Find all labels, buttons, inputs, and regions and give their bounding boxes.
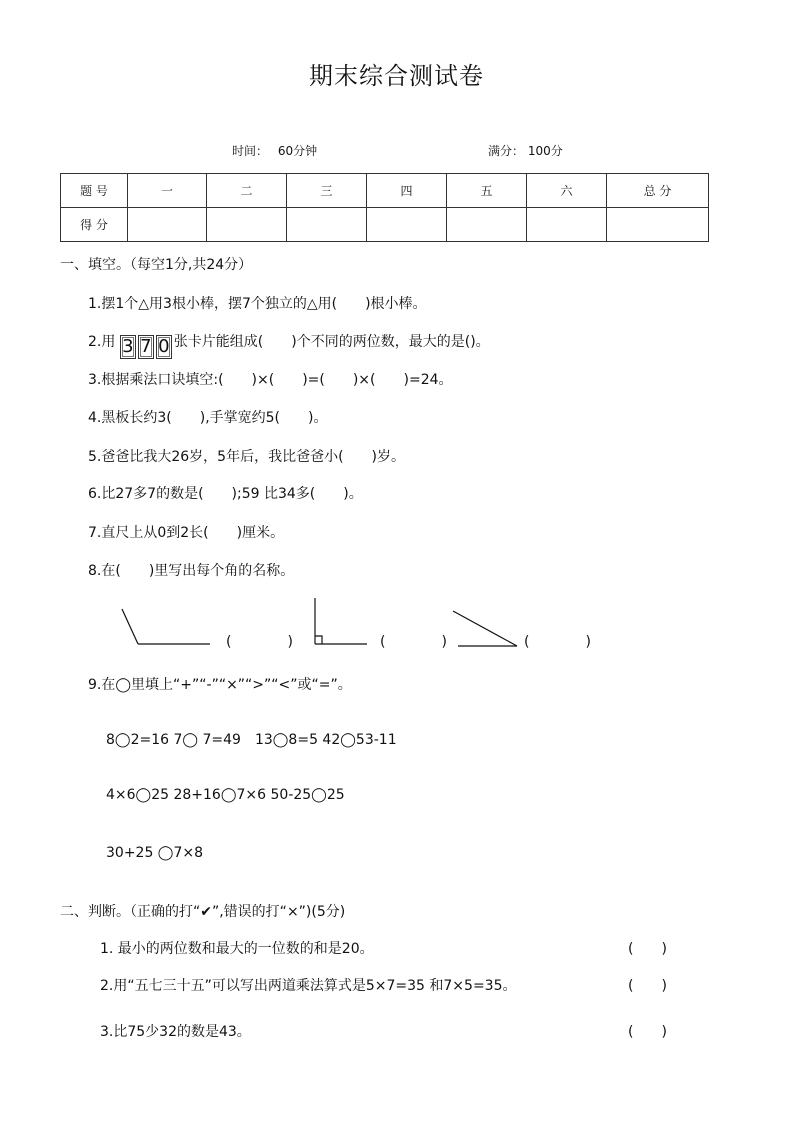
score-cell (527, 208, 607, 242)
header-cell: 总 分 (607, 174, 709, 208)
judgement-answer-paren[interactable]: ( ) (628, 941, 667, 957)
question-2 (88, 331, 490, 359)
score-cell (447, 208, 527, 242)
question-9-line: 8◯2=16 7◯ 7=49 13◯8=5 42◯53-11 (106, 732, 397, 748)
score-table-header-row (61, 174, 709, 208)
score-cell (128, 208, 207, 242)
header-cell: 二 (207, 174, 287, 208)
score-table-score-row (61, 208, 709, 242)
question-2-suffix: 张卡片能组成( )个不同的两位数，最大的是()。 (173, 334, 490, 350)
obtuse-angle-figure (122, 609, 210, 644)
question-7: 7.直尺上从0到2长( )厘米。 (88, 525, 285, 541)
question-6: 6.比27多7的数是( );59 比34多( )。 (88, 486, 363, 502)
question-8: 8.在( )里写出每个角的名称。 (88, 563, 295, 579)
section1-heading: 一、填空。（每空1分,共24分） (60, 257, 253, 273)
header-cell: 四 (367, 174, 447, 208)
question-1: 1.摆1个△用3根小棒，摆7个独立的△用( )根小棒。 (88, 296, 427, 312)
page-title: 期末综合测试卷 (309, 62, 484, 90)
judgement-answer-paren[interactable]: ( ) (628, 1024, 667, 1040)
score-label: 满分： (488, 144, 525, 158)
question-9: 9.在◯里填上“+”“-”“×”“>”“<”或“=”。 (88, 677, 352, 693)
row-label-cell: 得 分 (61, 208, 128, 242)
number-card: 0 (156, 335, 172, 359)
time-info (232, 142, 317, 159)
question-9-line: 4×6◯25 28+16◯7×6 50-25◯25 (106, 787, 345, 803)
acute-angle-figure (453, 611, 517, 646)
score-cell (607, 208, 709, 242)
question-2-prefix: 2.用 (88, 334, 116, 350)
angle-answer-paren[interactable]: ( ) (524, 634, 591, 650)
header-cell: 三 (287, 174, 367, 208)
judgement-item: 3.比75少32的数是43。 (100, 1024, 251, 1040)
header-cell: 题 号 (61, 174, 128, 208)
right-angle-figure (315, 598, 367, 644)
number-card: 7 (138, 335, 154, 359)
angle-answer-paren[interactable]: ( ) (226, 634, 293, 650)
question-5: 5.爸爸比我大26岁，5年后，我比爸爸小( )岁。 (88, 449, 406, 465)
header-cell: 一 (128, 174, 207, 208)
angle-answer-paren[interactable]: ( ) (380, 634, 447, 650)
time-value: 60分钟 (277, 144, 318, 158)
score-cell (367, 208, 447, 242)
judgement-item: 1. 最小的两位数和最大的一位数的和是20。 (100, 941, 374, 957)
judgement-item: 2.用“五七三十五”可以写出两道乘法算式是5×7=35 和7×5=35。 (100, 978, 517, 994)
number-card: 3 (120, 335, 136, 359)
score-info (488, 142, 563, 159)
question-4: 4.黑板长约3( ),手掌宽约5( )。 (88, 410, 328, 426)
score-cell (207, 208, 287, 242)
question-3: 3.根据乘法口诀填空:( )×( )=( )×( )=24。 (88, 372, 453, 388)
time-label: 时间： (232, 144, 269, 158)
score-table (60, 173, 709, 242)
header-cell: 六 (527, 174, 607, 208)
judgement-answer-paren[interactable]: ( ) (628, 978, 667, 994)
section2-heading: 二、判断。（正确的打“✔”,错误的打“×”)(5分) (60, 904, 346, 920)
header-cell: 五 (447, 174, 527, 208)
score-cell (287, 208, 367, 242)
score-value: 100分 (527, 144, 563, 158)
question-9-line: 30+25 ◯7×8 (106, 845, 204, 861)
